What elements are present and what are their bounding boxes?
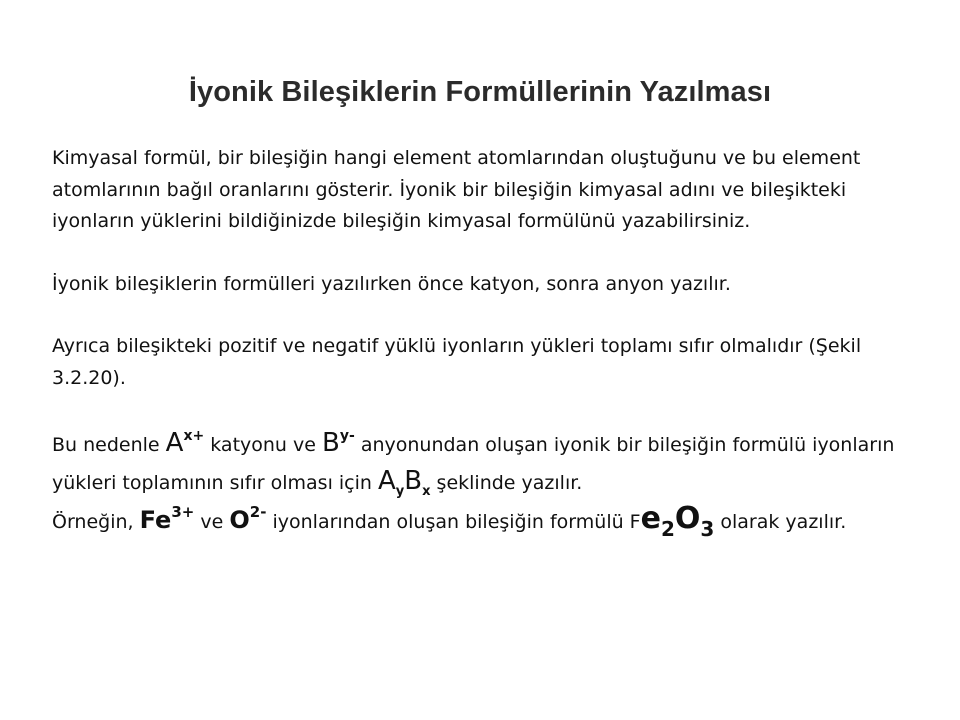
formula-b-symbol: B — [404, 466, 423, 496]
paragraph-charge-sum: Ayrıca bileşikteki pozitif ve negatif yüklü iyonların yükleri toplamı sıfır olmalıdır (Şekil 3.2.20). — [52, 335, 862, 389]
formula-o: O — [674, 501, 701, 536]
spacer — [52, 394, 924, 425]
anion-symbol: B — [322, 428, 340, 458]
paragraph-general-rule — [52, 425, 924, 501]
anion-charge: y- — [339, 427, 355, 444]
text-fragment: ve — [194, 511, 230, 533]
text-fragment: olarak yazılır. — [714, 511, 847, 533]
spacer — [52, 238, 924, 269]
ion1-symbol: Fe — [139, 506, 172, 534]
ion2-symbol: O — [229, 506, 250, 534]
paragraph-definition: Kimyasal formül, bir bileşiğin hangi element atomlarından oluştuğunu ve bu element atomlarının bağıl oranlarını gösterir. İyonik bir bileşiğin kimyasal adını ve bileşikteki iyonların yüklerini bildiğinizde bileşiğin kimyasal formülünü yazabilirsiniz. — [52, 147, 861, 232]
formula-a-symbol: A — [378, 466, 396, 496]
formula-e-subscript: 2 — [660, 517, 675, 541]
ion2-charge: 2- — [249, 502, 267, 521]
slide-body — [52, 143, 924, 540]
formula-b-subscript: x — [422, 483, 431, 499]
paragraph-order: İyonik bileşiklerin formülleri yazılırken önce katyon, sonra anyon yazılır. — [52, 272, 731, 295]
cation-charge: x+ — [183, 427, 205, 444]
spacer — [52, 300, 924, 331]
text-fragment: Örneğin, — [52, 511, 140, 533]
formula-e: e — [640, 501, 661, 536]
paragraph-example — [52, 501, 924, 540]
text-fragment: Bu nedenle — [52, 434, 166, 456]
text-fragment: katyonu ve — [204, 434, 322, 456]
text-fragment: şeklinde yazılır. — [430, 472, 583, 494]
text-fragment: iyonlarından oluşan bileşiğin formülü F — [266, 511, 641, 533]
formula-o-subscript: 3 — [700, 517, 715, 541]
slide-title: İyonik Bileşiklerin Formüllerinin Yazılması — [188, 76, 772, 108]
cation-symbol: A — [165, 428, 184, 458]
ion1-charge: 3+ — [171, 502, 195, 521]
text-fragment: anyonundan oluşan iyonik bir bileşiğin formülü iyonların yükleri toplamının sıfır olması için — [52, 434, 895, 494]
formula-a-subscript: y — [395, 483, 405, 499]
